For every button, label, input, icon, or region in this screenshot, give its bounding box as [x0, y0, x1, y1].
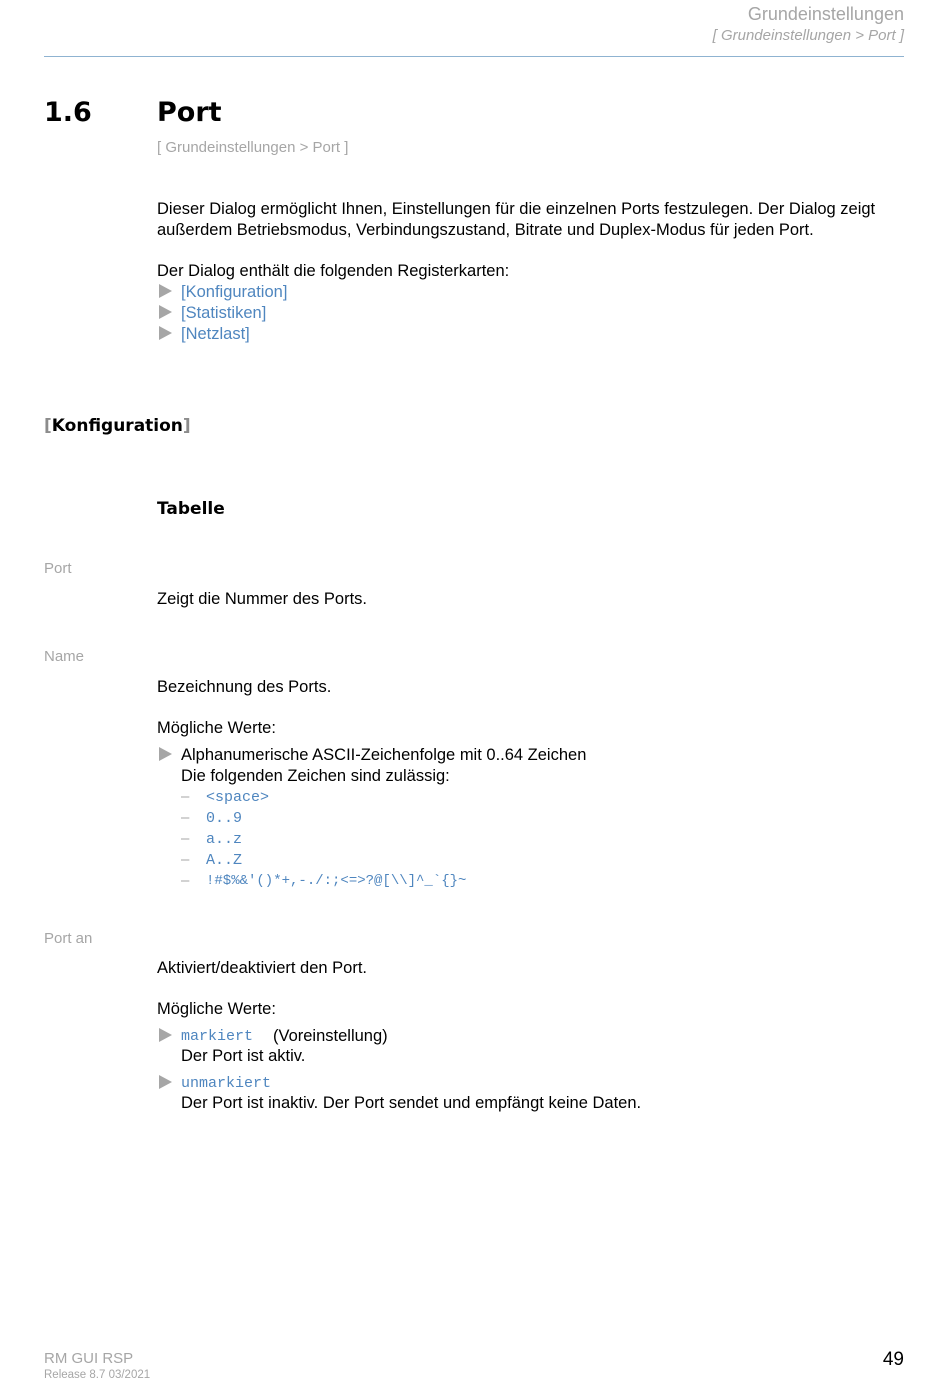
footer-product: RM GUI RSP: [44, 1350, 134, 1367]
dash-bullet: –: [181, 830, 190, 847]
param-desc-port-an: Aktiviert/deaktiviert den Port.: [157, 959, 368, 977]
bullet-triangle-icon: [159, 284, 172, 298]
dash-bullet: –: [181, 851, 190, 868]
allowed-chars-space: <space>: [206, 789, 270, 806]
name-value-line-2: Die folgenden Zeichen sind zulässig:: [181, 767, 450, 785]
tab-link-konfiguration[interactable]: [Konfiguration]: [181, 283, 288, 301]
tab-link-netzlast[interactable]: [Netzlast]: [181, 325, 250, 343]
dash-bullet: –: [181, 788, 190, 805]
footer-release: Release 8.7 03/2021: [44, 1369, 151, 1381]
running-header-title: Grundeinstellungen: [747, 4, 904, 24]
allowed-chars-lowercase: a..z: [206, 831, 243, 848]
name-values-label: Mögliche Werte:: [157, 719, 276, 737]
header-divider: [44, 56, 904, 57]
section-breadcrumb: [ Grundeinstellungen > Port ]: [157, 139, 349, 156]
konfiguration-heading: [Konfiguration]: [44, 416, 191, 436]
name-value-line-1: Alphanumerische ASCII-Zeichenfolge mit 0..64 Zeichen: [181, 746, 587, 764]
param-desc-port: Zeigt die Nummer des Ports.: [157, 590, 367, 608]
value-markiert: markiert: [181, 1028, 254, 1045]
param-label-name: Name: [44, 648, 85, 665]
page-number: 49: [882, 1349, 904, 1370]
param-label-port: Port: [44, 560, 72, 577]
running-header-path: [ Grundeinstellungen > Port ]: [712, 27, 904, 44]
tabs-intro: Der Dialog enthält die folgenden Registerkarten:: [157, 262, 510, 280]
allowed-chars-special: !#$%&'()*+,-./:;<=>?@[\\]^_`{}~: [206, 873, 467, 889]
allowed-chars-uppercase: A..Z: [206, 852, 243, 869]
bullet-triangle-icon: [159, 1075, 172, 1089]
bullet-triangle-icon: [159, 1028, 172, 1042]
section-title: Port: [157, 97, 222, 128]
value-unmarkiert-desc: Der Port ist inaktiv. Der Port sendet und empfängt keine Daten.: [181, 1094, 642, 1112]
port-an-values-label: Mögliche Werte:: [157, 1000, 276, 1018]
intro-line-1: Dieser Dialog ermöglicht Ihnen, Einstellungen für die einzelnen Ports festzulegen. Der Dialog zeigt: [157, 200, 876, 218]
bullet-triangle-icon: [159, 305, 172, 319]
default-marker: (Voreinstellung): [273, 1027, 388, 1045]
tabelle-heading: Tabelle: [157, 499, 225, 519]
bullet-triangle-icon: [159, 747, 172, 761]
tab-link-statistiken[interactable]: [Statistiken]: [181, 304, 267, 322]
section-number: 1.6: [44, 97, 92, 128]
intro-line-2: außerdem Betriebsmodus, Verbindungszustand, Bitrate und Duplex-Modus für jeden Port.: [157, 221, 814, 239]
param-label-port-an: Port an: [44, 930, 93, 947]
param-desc-name: Bezeichnung des Ports.: [157, 678, 332, 696]
bullet-triangle-icon: [159, 326, 172, 340]
dash-bullet: –: [181, 809, 190, 826]
value-markiert-desc: Der Port ist aktiv.: [181, 1047, 306, 1065]
value-unmarkiert: unmarkiert: [181, 1075, 272, 1092]
allowed-chars-digits: 0..9: [206, 810, 243, 827]
dash-bullet: –: [181, 872, 190, 889]
